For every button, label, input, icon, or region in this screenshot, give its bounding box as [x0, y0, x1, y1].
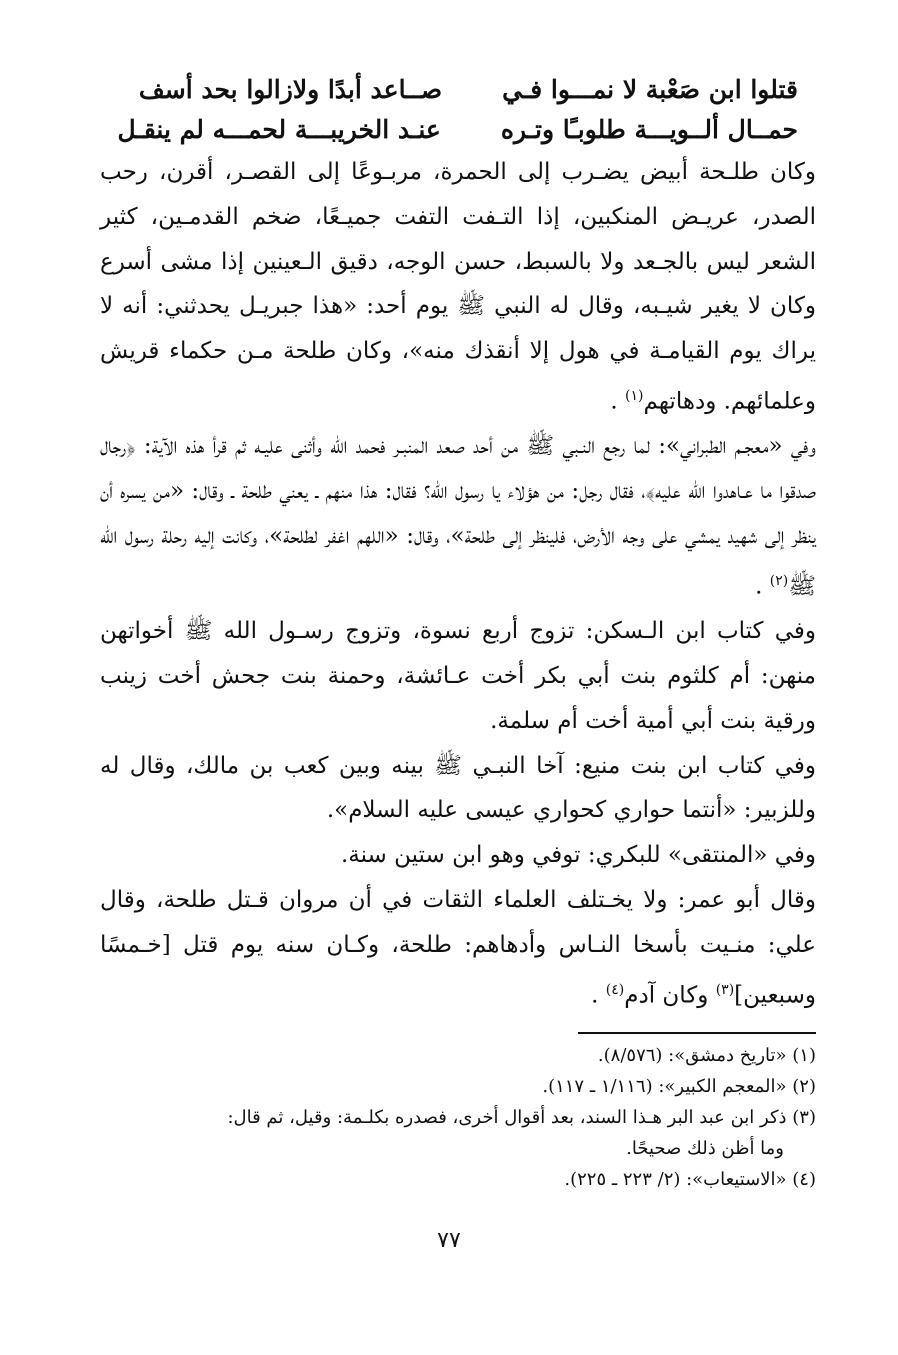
footnote-ref[interactable]: (١)	[625, 387, 644, 404]
footnote-divider	[578, 1032, 816, 1034]
paragraph: وفي «معجـم الطبراني»: لما رجع النـبي ﷺ من أحد صعد المنبـر فحمد الله وأثنى عليـه ثم قرأ هذه الآية: ﴿رجال صدقوا ما عـاهدوا الله عليه﴾، فقال رجل: من هؤلاء يا رسول الله؟ فقال: هذا منهم ـ يعني طلحة ـ وقال: «من يسره أن ينظر إلى شهيد يمشي على وجه الأرض، فلينظر إلى طلحة»، وقال: «اللهم اغفر لطلحة»، وكانت إليه رحلة رسول الله ﷺ$^{(٢)}$ .	[100, 433, 816, 600]
footnote-divider-wrap	[100, 1032, 816, 1034]
footnotes	[100, 1040, 816, 1195]
footnote-text: «تاريخ دمشق»: (٨/٥٧٦).	[597, 1045, 787, 1067]
footnote-number: (٢)	[792, 1076, 816, 1098]
poem-verse	[100, 70, 816, 110]
footnote-ref[interactable]: (٤)	[605, 981, 625, 998]
footnote-text: «المعجم الكبير»: (١/١١٦ ـ ١١٧).	[542, 1076, 787, 1098]
footnote	[100, 1164, 816, 1195]
footnote-continuation: وما أظن ذلك صحيحًا.	[626, 1138, 784, 1160]
paragraph-text: وكان طلـحة أبيض يضـرب إلى الحمرة، مربـوعًا إلى القصـر، أقرن، رحب الصدر، عريـض المنكبين، إذا التـفت التفت جميـعًا، ضخم القدمـين، كثير الشعر ليس بالجـعد ولا بالسبط، حسن الوجه، دقيق الـعينين إذا مشى أسرع وكان لا يغير شيـبه، وقال له النبي ﷺ يوم أحد: «هذا جبريـل يحدثني: أنه لا يراك يوم القيامـة في هول إلا أنقذك منه»، وكان طلحة مـن حكماء قريش وعلمائهم. ودهاتهم	[100, 159, 816, 415]
hemistich: قتلوا ابن صَعْبة لا نمـــوا فـي	[502, 75, 798, 104]
poem	[100, 70, 816, 150]
page-number: ٧٧	[437, 1228, 461, 1253]
paragraph: وفي «المنتقى» للبكري: توفي وهو ابن ستين سنة.	[340, 842, 816, 869]
poem-verse	[100, 110, 816, 150]
hemistich: عنـد الخريبـــة لحمـــه لم ينقـل	[117, 115, 441, 144]
footnote-number: (٤)	[792, 1169, 816, 1191]
footnote-number: (٣)	[792, 1107, 816, 1129]
footnote-text: «الاستيعاب»: (٢/ ٢٢٣ ـ ٢٢٥).	[564, 1169, 787, 1191]
footnote-ref[interactable]: (٣)	[715, 981, 735, 998]
paragraph-text: وقال أبو عمر: ولا يخـتلف العلماء الثقات في أن مروان قـتل طلحة، وقال علي: منـيت بأسخا النـاس وأدهاهم: طلحة، وكـان سنه يوم قتل [خـمسًا وسبعين]	[100, 887, 816, 1009]
main-text	[100, 150, 816, 1018]
footnote-ref[interactable]: (٢)	[769, 572, 789, 589]
paragraph: وكان طلـحة أبيض يضـرب إلى الحمرة، مربـوعًا إلى القصـر، أقرن، رحب الصدر، عريـض المنكبين، إذا التـفت التفت جميـعًا، ضخم القدمـين، كثير الشعر ليس بالجـعد ولا بالسبط، حسن الوجه، دقيق الـعينين إذا مشى أسرع وكان لا يغير شيـبه، وقال له النبي ﷺ يوم أحد: «هذا جبريـل يحدثني: أنه لا يراك يوم القيامـة في هول إلا أنقذك منه»، وكان طلحة مـن حكماء قريش وعلمائهم. ودهاتهم$^{(١)}$ .	[100, 159, 816, 415]
paragraph-text: وكان آدم	[624, 982, 716, 1009]
paragraph: وفي كتاب ابن الـسكن: تزوج أربع نسوة، وتزوج رسـول الله ﷺ أخواتهن منهن: أم كلثوم بنت أبي بكر أخت عـائشة، وحمنة بنت جحش أخت زينب ورقية بنت أبي أمية أخت أم سلمة.	[100, 618, 816, 734]
paragraph: وفي كتاب ابن بنت منيع: آخا النبـي ﷺ بينه وبين كعب بن مالك، وقال له وللزبير: «أنتما حواري كحواري عيسى عليه السلام».	[100, 752, 816, 824]
hemistich: صــاعد أبدًا ولازالوا بحد أسف	[138, 75, 443, 104]
paragraph: وقال أبو عمر: ولا يخـتلف العلماء الثقات في أن مروان قـتل طلحة، وقال علي: منـيت بأسخا النـاس وأدهاهم: طلحة، وكـان سنه يوم قتل [خـمسًا وسبعين]$^{(٣)}$ وكان آدم$^{(٤)}$ .	[100, 887, 816, 1009]
footnote-text: ذكر ابن عبد البر هـذا السند، بعد أقوال أخرى، فصدره بكلـمة: وقيل، ثم قال:	[227, 1107, 787, 1129]
hemistich: حمــال ألــويـــة طلوبـًا وتـره	[500, 115, 798, 144]
footnote	[100, 1071, 816, 1102]
footnote-number: (١)	[792, 1045, 816, 1067]
footnote	[100, 1102, 816, 1133]
footnote	[100, 1040, 816, 1071]
paragraph-text: وفي «معجـم الطبراني»: لما رجع النـبي ﷺ من أحد صعد المنبـر فحمد الله وأثنى عليـه ثم قرأ هذه الآية: ﴿رجال صدقوا ما عـاهدوا الله عليه﴾، فقال رجل: من هؤلاء يا رسول الله؟ فقال: هذا منهم ـ يعني طلحة ـ وقال: «من يسره أن ينظر إلى شهيد يمشي على وجه الأرض، فلينظر إلى طلحة»، وقال: «اللهم اغفر لطلحة»، وكانت إليه رحلة رسول الله ﷺ	[100, 433, 816, 600]
